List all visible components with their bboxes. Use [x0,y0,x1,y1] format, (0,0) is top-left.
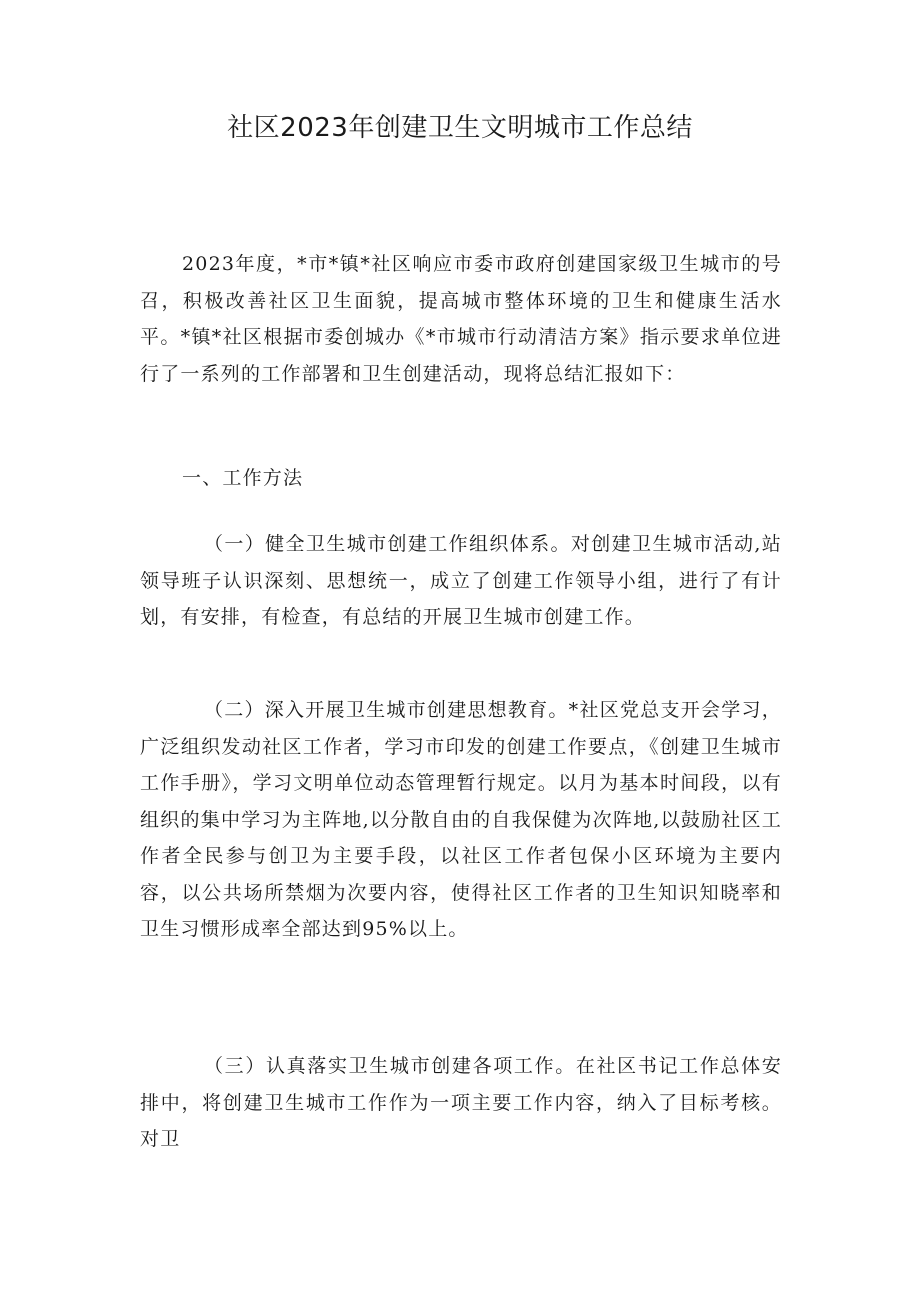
section-heading: 一、工作方法 [182,467,304,489]
intro-paragraph: 2023年度，*市*镇*社区响应市委市政府创建国家级卫生城市的号召，积极改善社区卫生面貌，提高城市整体环境的卫生和健康生活水平。*镇*社区根据市委创城办《*市城市行动清洁方案》指示要求单位进行了一系列的工作部署和卫生创建活动，现将总结汇报如下： [140,253,782,385]
paragraph-1: （一）健全卫生城市创建工作组织体系。对创建卫生城市活动,站领导班子认识深刻、思想统一，成立了创建工作领导小组，进行了有计划，有安排，有检查，有总结的开展卫生城市创建工作。 [140,533,782,628]
paragraph-2: （二）深入开展卫生城市创建思想教育。*社区党总支开会学习，广泛组织发动社区工作者，学习市印发的创建工作要点，《创建卫生城市工作手册》，学习文明单位动态管理暂行规定。以月为基本时间段，以有组织的集中学习为主阵地,以分散自由的自我保健为次阵地,以鼓励社区工作者全民参与创卫为主要手段，以社区工作者包保小区环境为主要内容，以公共场所禁烟为次要内容，使得社区工作者的卫生知识知晓率和卫生习惯形成率全部达到95%以上。 [140,699,782,940]
document-title: 社区2023年创建卫生文明城市工作总结 [227,113,693,143]
paragraph-3: （三）认真落实卫生城市创建各项工作。在社区书记工作总体安排中，将创建卫生城市工作作为一项主要工作内容，纳入了目标考核。对卫 [140,1055,782,1150]
